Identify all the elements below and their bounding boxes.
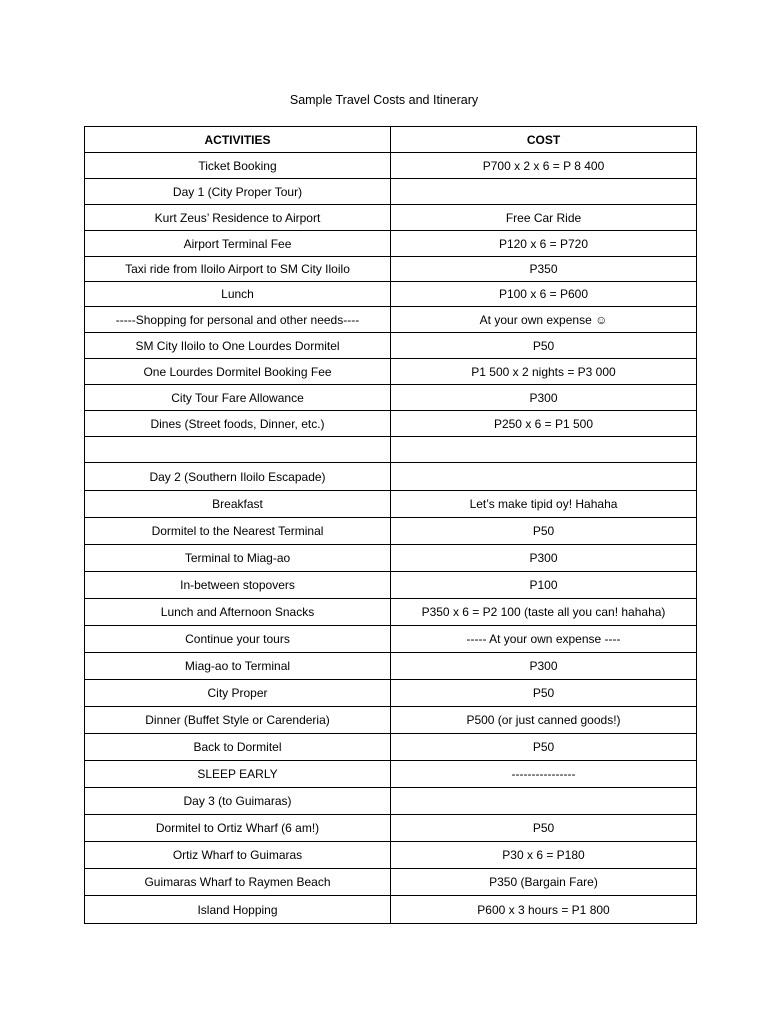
table-header-row <box>85 127 697 153</box>
activity-cell: Guimaras Wharf to Raymen Beach <box>85 869 391 896</box>
table-row <box>85 179 697 205</box>
activity-cell: Dines (Street foods, Dinner, etc.) <box>85 411 391 437</box>
table-row <box>85 359 697 385</box>
cost-cell: P1 500 x 2 nights = P3 000 <box>391 359 697 385</box>
table-row <box>85 411 697 437</box>
table-row <box>85 437 697 463</box>
cost-cell: P120 x 6 = P720 <box>391 231 697 257</box>
table-row <box>85 869 697 896</box>
table-row <box>85 572 697 599</box>
table-row <box>85 545 697 572</box>
itinerary-table <box>84 126 697 924</box>
table-row <box>85 896 697 924</box>
table-row <box>85 680 697 707</box>
cost-cell: P300 <box>391 545 697 572</box>
activity-cell: Lunch <box>85 282 391 307</box>
cost-cell: P30 x 6 = P180 <box>391 842 697 869</box>
table-row <box>85 842 697 869</box>
cost-cell: ---------------- <box>391 761 697 788</box>
table-body <box>85 153 697 924</box>
activity-cell: Dormitel to the Nearest Terminal <box>85 518 391 545</box>
activity-cell <box>85 437 391 463</box>
cost-cell: P350 (Bargain Fare) <box>391 869 697 896</box>
activity-cell: Back to Dormitel <box>85 734 391 761</box>
table-row <box>85 231 697 257</box>
activity-cell: -----Shopping for personal and other needs---- <box>85 307 391 333</box>
cost-header: COST <box>391 127 697 153</box>
activity-cell: Island Hopping <box>85 896 391 924</box>
activity-cell: Lunch and Afternoon Snacks <box>85 599 391 626</box>
cost-cell: P50 <box>391 518 697 545</box>
activity-cell: Kurt Zeus’ Residence to Airport <box>85 205 391 231</box>
table-row <box>85 205 697 231</box>
cost-cell: P500 (or just canned goods!) <box>391 707 697 734</box>
activity-cell: City Tour Fare Allowance <box>85 385 391 411</box>
cost-cell: P50 <box>391 734 697 761</box>
table-row <box>85 463 697 491</box>
activity-cell: One Lourdes Dormitel Booking Fee <box>85 359 391 385</box>
table-row <box>85 626 697 653</box>
cost-cell: P100 <box>391 572 697 599</box>
activity-cell: Ticket Booking <box>85 153 391 179</box>
activity-cell: Dormitel to Ortiz Wharf (6 am!) <box>85 815 391 842</box>
activity-cell: Taxi ride from Iloilo Airport to SM City Iloilo <box>85 257 391 282</box>
activity-cell: Miag-ao to Terminal <box>85 653 391 680</box>
activity-cell: Airport Terminal Fee <box>85 231 391 257</box>
activity-cell: Breakfast <box>85 491 391 518</box>
cost-cell: P100 x 6 = P600 <box>391 282 697 307</box>
cost-cell: Free Car Ride <box>391 205 697 231</box>
table-row <box>85 518 697 545</box>
activity-cell: City Proper <box>85 680 391 707</box>
activity-cell: Terminal to Miag-ao <box>85 545 391 572</box>
cost-cell: P50 <box>391 680 697 707</box>
cost-cell <box>391 179 697 205</box>
table-row <box>85 599 697 626</box>
cost-cell <box>391 788 697 815</box>
cost-cell <box>391 437 697 463</box>
cost-cell: Let’s make tipid oy! Hahaha <box>391 491 697 518</box>
table-row <box>85 761 697 788</box>
cost-cell: P50 <box>391 815 697 842</box>
activity-cell: SM City Iloilo to One Lourdes Dormitel <box>85 333 391 359</box>
cost-cell: At your own expense ☺ <box>391 307 697 333</box>
day-heading-cell: Day 3 (to Guimaras) <box>85 788 391 815</box>
activity-cell: In-between stopovers <box>85 572 391 599</box>
day-heading-cell: Day 2 (Southern Iloilo Escapade) <box>85 463 391 491</box>
table-row <box>85 734 697 761</box>
table-row <box>85 282 697 307</box>
table-row <box>85 333 697 359</box>
cost-cell: P50 <box>391 333 697 359</box>
day-heading-cell: Day 1 (City Proper Tour) <box>85 179 391 205</box>
table-row <box>85 307 697 333</box>
table-row <box>85 491 697 518</box>
table-row <box>85 707 697 734</box>
table-row <box>85 788 697 815</box>
activity-cell: Dinner (Buffet Style or Carenderia) <box>85 707 391 734</box>
cost-cell: P350 x 6 = P2 100 (taste all you can! hahaha) <box>391 599 697 626</box>
cost-cell: P250 x 6 = P1 500 <box>391 411 697 437</box>
activity-cell: SLEEP EARLY <box>85 761 391 788</box>
cost-cell <box>391 463 697 491</box>
activity-cell: Continue your tours <box>85 626 391 653</box>
table-row <box>85 257 697 282</box>
cost-cell: P300 <box>391 385 697 411</box>
cost-cell: ----- At your own expense ---- <box>391 626 697 653</box>
cost-cell: P600 x 3 hours = P1 800 <box>391 896 697 924</box>
cost-cell: P300 <box>391 653 697 680</box>
activity-cell: Ortiz Wharf to Guimaras <box>85 842 391 869</box>
table-row <box>85 653 697 680</box>
cost-cell: P350 <box>391 257 697 282</box>
activities-header: ACTIVITIES <box>85 127 391 153</box>
table-row <box>85 153 697 179</box>
table-row <box>85 815 697 842</box>
cost-cell: P700 x 2 x 6 = P 8 400 <box>391 153 697 179</box>
table-row <box>85 385 697 411</box>
document-title: Sample Travel Costs and Itinerary <box>289 93 479 107</box>
